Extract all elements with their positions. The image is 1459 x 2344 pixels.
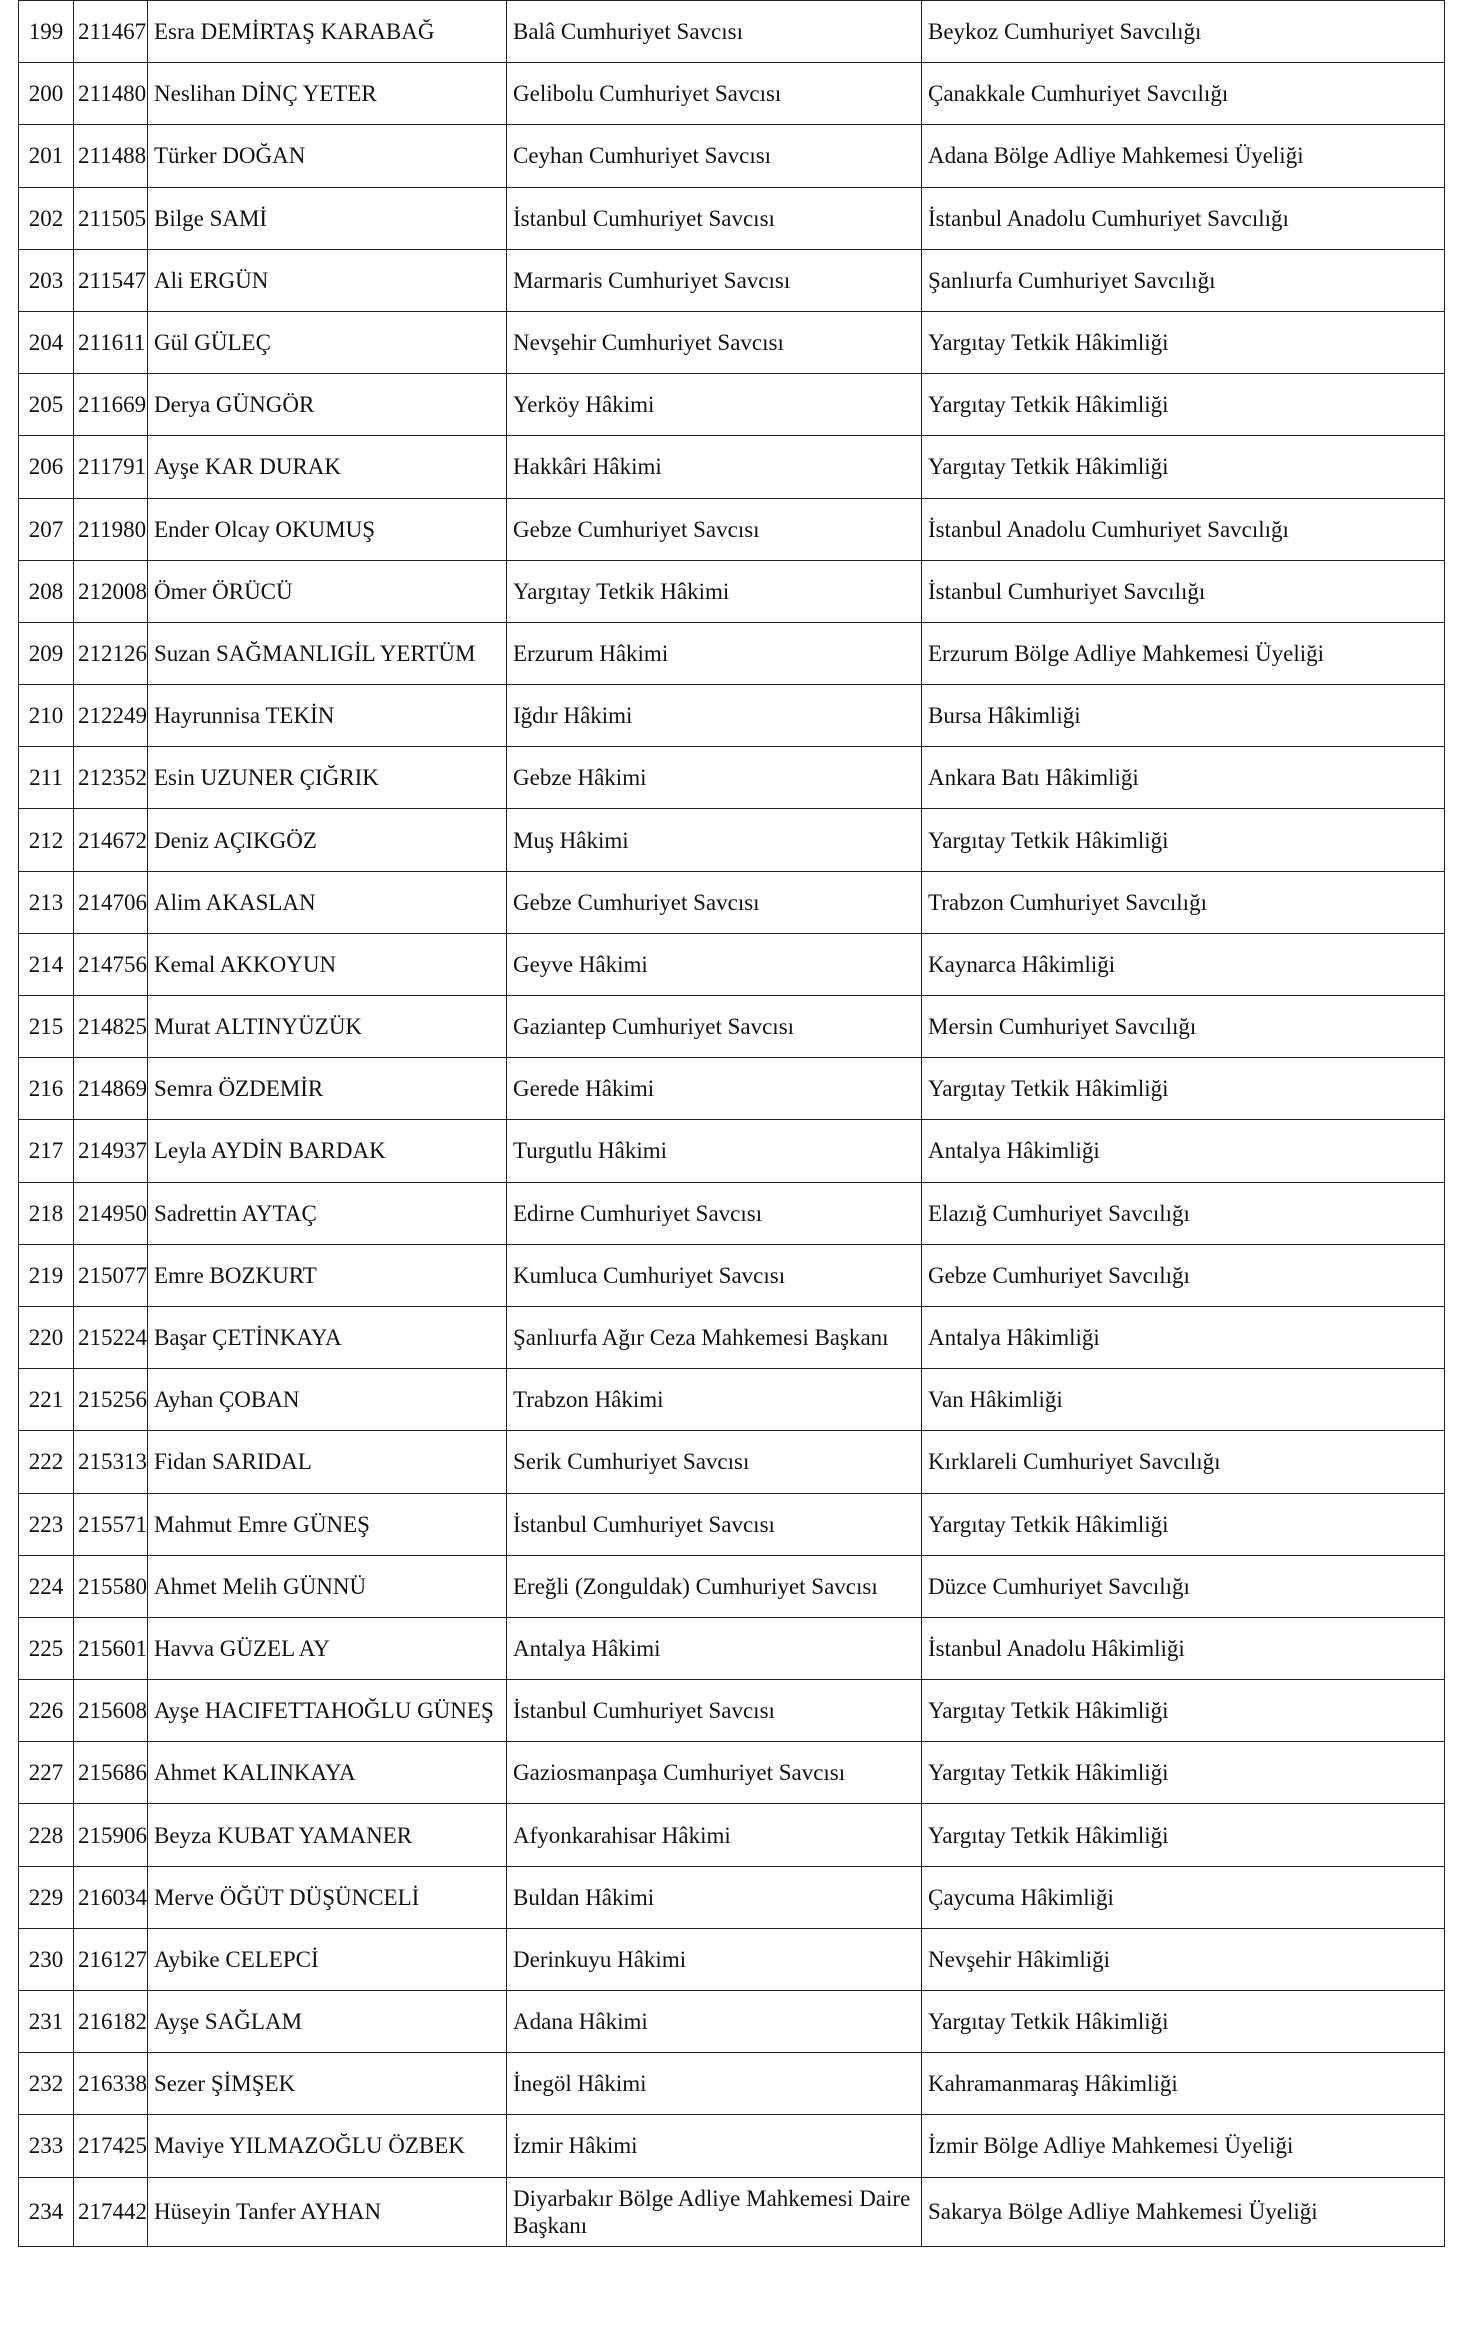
full-name-cell: Beyza KUBAT YAMANER	[148, 1804, 507, 1866]
full-name-cell: Alim AKASLAN	[148, 871, 507, 933]
registry-number-cell: 215224	[74, 1306, 148, 1368]
table-row	[19, 622, 1445, 684]
current-position-cell: Gebze Cumhuriyet Savcısı	[507, 871, 922, 933]
row-number-cell: 215	[19, 996, 74, 1058]
full-name-cell: Esin UZUNER ÇIĞRIK	[148, 747, 507, 809]
full-name-cell: Hüseyin Tanfer AYHAN	[148, 2177, 507, 2246]
row-number-cell: 220	[19, 1306, 74, 1368]
document-page	[18, 0, 1444, 2247]
current-position-cell: Hakkâri Hâkimi	[507, 436, 922, 498]
full-name-cell: Merve ÖĞÜT DÜŞÜNCELİ	[148, 1866, 507, 1928]
row-number-cell: 222	[19, 1431, 74, 1493]
full-name-cell: Ali ERGÜN	[148, 249, 507, 311]
table-row	[19, 1804, 1445, 1866]
full-name-cell: Aybike CELEPCİ	[148, 1928, 507, 1990]
full-name-cell: Fidan SARIDAL	[148, 1431, 507, 1493]
new-position-cell: Ankara Batı Hâkimliği	[922, 747, 1445, 809]
current-position-cell: Ceyhan Cumhuriyet Savcısı	[507, 125, 922, 187]
registry-number-cell: 211547	[74, 249, 148, 311]
table-row	[19, 1058, 1445, 1120]
row-number-cell: 231	[19, 1991, 74, 2053]
table-row	[19, 1617, 1445, 1679]
current-position-cell: Iğdır Hâkimi	[507, 685, 922, 747]
current-position-cell: İstanbul Cumhuriyet Savcısı	[507, 1493, 922, 1555]
registry-number-cell: 211505	[74, 187, 148, 249]
registry-number-cell: 211791	[74, 436, 148, 498]
table-row	[19, 1680, 1445, 1742]
row-number-cell: 201	[19, 125, 74, 187]
registry-number-cell: 215906	[74, 1804, 148, 1866]
current-position-cell: Yerköy Hâkimi	[507, 374, 922, 436]
full-name-cell: Esra DEMİRTAŞ KARABAĞ	[148, 1, 507, 63]
current-position-cell: Antalya Hâkimi	[507, 1617, 922, 1679]
registry-number-cell: 216338	[74, 2053, 148, 2115]
table-row	[19, 187, 1445, 249]
current-position-cell: İstanbul Cumhuriyet Savcısı	[507, 1680, 922, 1742]
new-position-cell: Yargıtay Tetkik Hâkimliği	[922, 1058, 1445, 1120]
registry-number-cell: 211669	[74, 374, 148, 436]
current-position-cell: Muş Hâkimi	[507, 809, 922, 871]
new-position-cell: İstanbul Anadolu Hâkimliği	[922, 1617, 1445, 1679]
row-number-cell: 216	[19, 1058, 74, 1120]
row-number-cell: 227	[19, 1742, 74, 1804]
registry-number-cell: 211611	[74, 311, 148, 373]
registry-number-cell: 211980	[74, 498, 148, 560]
full-name-cell: Ender Olcay OKUMUŞ	[148, 498, 507, 560]
table-row	[19, 1928, 1445, 1990]
registry-number-cell: 215580	[74, 1555, 148, 1617]
table-row	[19, 1493, 1445, 1555]
full-name-cell: Deniz AÇIKGÖZ	[148, 809, 507, 871]
row-number-cell: 210	[19, 685, 74, 747]
full-name-cell: Ömer ÖRÜCÜ	[148, 560, 507, 622]
registry-number-cell: 216127	[74, 1928, 148, 1990]
registry-number-cell: 214706	[74, 871, 148, 933]
full-name-cell: Başar ÇETİNKAYA	[148, 1306, 507, 1368]
current-position-cell: Serik Cumhuriyet Savcısı	[507, 1431, 922, 1493]
row-number-cell: 228	[19, 1804, 74, 1866]
current-position-cell: Gebze Hâkimi	[507, 747, 922, 809]
table-row	[19, 436, 1445, 498]
table-row	[19, 249, 1445, 311]
row-number-cell: 209	[19, 622, 74, 684]
registry-number-cell: 211488	[74, 125, 148, 187]
current-position-cell: Balâ Cumhuriyet Savcısı	[507, 1, 922, 63]
full-name-cell: Hayrunnisa TEKİN	[148, 685, 507, 747]
table-row	[19, 498, 1445, 560]
table-row	[19, 685, 1445, 747]
full-name-cell: Derya GÜNGÖR	[148, 374, 507, 436]
row-number-cell: 211	[19, 747, 74, 809]
row-number-cell: 200	[19, 63, 74, 125]
full-name-cell: Havva GÜZEL AY	[148, 1617, 507, 1679]
current-position-cell: Gebze Cumhuriyet Savcısı	[507, 498, 922, 560]
registry-number-cell: 216182	[74, 1991, 148, 2053]
full-name-cell: Sadrettin AYTAÇ	[148, 1182, 507, 1244]
row-number-cell: 221	[19, 1369, 74, 1431]
full-name-cell: Ayşe HACIFETTAHOĞLU GÜNEŞ	[148, 1680, 507, 1742]
current-position-cell: Derinkuyu Hâkimi	[507, 1928, 922, 1990]
new-position-cell: Gebze Cumhuriyet Savcılığı	[922, 1244, 1445, 1306]
current-position-cell: Edirne Cumhuriyet Savcısı	[507, 1182, 922, 1244]
registry-number-cell: 215601	[74, 1617, 148, 1679]
table-row	[19, 933, 1445, 995]
current-position-cell: Afyonkarahisar Hâkimi	[507, 1804, 922, 1866]
registry-number-cell: 216034	[74, 1866, 148, 1928]
current-position-cell: Gerede Hâkimi	[507, 1058, 922, 1120]
current-position-cell: Yargıtay Tetkik Hâkimi	[507, 560, 922, 622]
new-position-cell: Yargıtay Tetkik Hâkimliği	[922, 1804, 1445, 1866]
row-number-cell: 204	[19, 311, 74, 373]
new-position-cell: İstanbul Cumhuriyet Savcılığı	[922, 560, 1445, 622]
new-position-cell: Çaycuma Hâkimliği	[922, 1866, 1445, 1928]
row-number-cell: 205	[19, 374, 74, 436]
current-position-cell: Ereğli (Zonguldak) Cumhuriyet Savcısı	[507, 1555, 922, 1617]
row-number-cell: 214	[19, 933, 74, 995]
registry-number-cell: 214869	[74, 1058, 148, 1120]
new-position-cell: Mersin Cumhuriyet Savcılığı	[922, 996, 1445, 1058]
full-name-cell: Leyla AYDİN BARDAK	[148, 1120, 507, 1182]
table-body	[19, 1, 1445, 2247]
new-position-cell: Adana Bölge Adliye Mahkemesi Üyeliği	[922, 125, 1445, 187]
table-row	[19, 871, 1445, 933]
new-position-cell: Sakarya Bölge Adliye Mahkemesi Üyeliği	[922, 2177, 1445, 2246]
table-row	[19, 809, 1445, 871]
table-row	[19, 1866, 1445, 1928]
registry-number-cell: 211467	[74, 1, 148, 63]
registry-number-cell: 215686	[74, 1742, 148, 1804]
new-position-cell: Yargıtay Tetkik Hâkimliği	[922, 1493, 1445, 1555]
new-position-cell: İstanbul Anadolu Cumhuriyet Savcılığı	[922, 187, 1445, 249]
current-position-cell: Kumluca Cumhuriyet Savcısı	[507, 1244, 922, 1306]
table-row	[19, 125, 1445, 187]
table-row	[19, 374, 1445, 436]
registry-number-cell: 215313	[74, 1431, 148, 1493]
current-position-cell: Gelibolu Cumhuriyet Savcısı	[507, 63, 922, 125]
full-name-cell: Suzan SAĞMANLIGİL YERTÜM	[148, 622, 507, 684]
full-name-cell: Neslihan DİNÇ YETER	[148, 63, 507, 125]
registry-number-cell: 214825	[74, 996, 148, 1058]
current-position-cell: Adana Hâkimi	[507, 1991, 922, 2053]
row-number-cell: 234	[19, 2177, 74, 2246]
current-position-cell: Buldan Hâkimi	[507, 1866, 922, 1928]
full-name-cell: Ahmet Melih GÜNNÜ	[148, 1555, 507, 1617]
row-number-cell: 208	[19, 560, 74, 622]
registry-number-cell: 212249	[74, 685, 148, 747]
full-name-cell: Emre BOZKURT	[148, 1244, 507, 1306]
current-position-cell: İstanbul Cumhuriyet Savcısı	[507, 187, 922, 249]
new-position-cell: İzmir Bölge Adliye Mahkemesi Üyeliği	[922, 2115, 1445, 2177]
current-position-cell: Turgutlu Hâkimi	[507, 1120, 922, 1182]
table-row	[19, 996, 1445, 1058]
registry-number-cell: 214672	[74, 809, 148, 871]
row-number-cell: 229	[19, 1866, 74, 1928]
row-number-cell: 224	[19, 1555, 74, 1617]
full-name-cell: Ayşe KAR DURAK	[148, 436, 507, 498]
new-position-cell: Çanakkale Cumhuriyet Savcılığı	[922, 63, 1445, 125]
new-position-cell: Van Hâkimliği	[922, 1369, 1445, 1431]
new-position-cell: Kaynarca Hâkimliği	[922, 933, 1445, 995]
current-position-cell: Trabzon Hâkimi	[507, 1369, 922, 1431]
row-number-cell: 207	[19, 498, 74, 560]
table-row	[19, 560, 1445, 622]
new-position-cell: Düzce Cumhuriyet Savcılığı	[922, 1555, 1445, 1617]
registry-number-cell: 211480	[74, 63, 148, 125]
table-row	[19, 2053, 1445, 2115]
current-position-cell: İnegöl Hâkimi	[507, 2053, 922, 2115]
full-name-cell: Ayhan ÇOBAN	[148, 1369, 507, 1431]
registry-number-cell: 214950	[74, 1182, 148, 1244]
registry-number-cell: 212352	[74, 747, 148, 809]
row-number-cell: 203	[19, 249, 74, 311]
current-position-cell: Gaziosmanpaşa Cumhuriyet Savcısı	[507, 1742, 922, 1804]
table-row	[19, 1991, 1445, 2053]
row-number-cell: 202	[19, 187, 74, 249]
table-row	[19, 2177, 1445, 2246]
table-row	[19, 1431, 1445, 1493]
row-number-cell: 232	[19, 2053, 74, 2115]
current-position-cell: Geyve Hâkimi	[507, 933, 922, 995]
row-number-cell: 225	[19, 1617, 74, 1679]
full-name-cell: Ayşe SAĞLAM	[148, 1991, 507, 2053]
new-position-cell: Kırklareli Cumhuriyet Savcılığı	[922, 1431, 1445, 1493]
full-name-cell: Semra ÖZDEMİR	[148, 1058, 507, 1120]
current-position-cell: Marmaris Cumhuriyet Savcısı	[507, 249, 922, 311]
registry-number-cell: 217442	[74, 2177, 148, 2246]
new-position-cell: Bursa Hâkimliği	[922, 685, 1445, 747]
current-position-cell: Gaziantep Cumhuriyet Savcısı	[507, 996, 922, 1058]
new-position-cell: Nevşehir Hâkimliği	[922, 1928, 1445, 1990]
full-name-cell: Sezer ŞİMŞEK	[148, 2053, 507, 2115]
new-position-cell: Yargıtay Tetkik Hâkimliği	[922, 311, 1445, 373]
full-name-cell: Bilge SAMİ	[148, 187, 507, 249]
new-position-cell: Yargıtay Tetkik Hâkimliği	[922, 1742, 1445, 1804]
table-row	[19, 1369, 1445, 1431]
current-position-cell: Şanlıurfa Ağır Ceza Mahkemesi Başkanı	[507, 1306, 922, 1368]
row-number-cell: 223	[19, 1493, 74, 1555]
full-name-cell: Mahmut Emre GÜNEŞ	[148, 1493, 507, 1555]
row-number-cell: 218	[19, 1182, 74, 1244]
registry-number-cell: 212008	[74, 560, 148, 622]
registry-number-cell: 212126	[74, 622, 148, 684]
new-position-cell: Antalya Hâkimliği	[922, 1120, 1445, 1182]
table-row	[19, 63, 1445, 125]
new-position-cell: Beykoz Cumhuriyet Savcılığı	[922, 1, 1445, 63]
full-name-cell: Ahmet KALINKAYA	[148, 1742, 507, 1804]
row-number-cell: 213	[19, 871, 74, 933]
new-position-cell: Yargıtay Tetkik Hâkimliği	[922, 374, 1445, 436]
new-position-cell: Yargıtay Tetkik Hâkimliği	[922, 1680, 1445, 1742]
registry-number-cell: 215077	[74, 1244, 148, 1306]
registry-number-cell: 215571	[74, 1493, 148, 1555]
row-number-cell: 206	[19, 436, 74, 498]
current-position-cell: İzmir Hâkimi	[507, 2115, 922, 2177]
appointment-table	[18, 0, 1445, 2247]
full-name-cell: Murat ALTINYÜZÜK	[148, 996, 507, 1058]
new-position-cell: Yargıtay Tetkik Hâkimliği	[922, 1991, 1445, 2053]
table-row	[19, 747, 1445, 809]
table-row	[19, 311, 1445, 373]
new-position-cell: Şanlıurfa Cumhuriyet Savcılığı	[922, 249, 1445, 311]
registry-number-cell: 214937	[74, 1120, 148, 1182]
row-number-cell: 217	[19, 1120, 74, 1182]
table-row	[19, 1182, 1445, 1244]
new-position-cell: Yargıtay Tetkik Hâkimliği	[922, 809, 1445, 871]
row-number-cell: 212	[19, 809, 74, 871]
row-number-cell: 219	[19, 1244, 74, 1306]
new-position-cell: Yargıtay Tetkik Hâkimliği	[922, 436, 1445, 498]
registry-number-cell: 215608	[74, 1680, 148, 1742]
table-row	[19, 2115, 1445, 2177]
row-number-cell: 233	[19, 2115, 74, 2177]
new-position-cell: Trabzon Cumhuriyet Savcılığı	[922, 871, 1445, 933]
full-name-cell: Gül GÜLEÇ	[148, 311, 507, 373]
current-position-cell: Erzurum Hâkimi	[507, 622, 922, 684]
full-name-cell: Kemal AKKOYUN	[148, 933, 507, 995]
full-name-cell: Maviye YILMAZOĞLU ÖZBEK	[148, 2115, 507, 2177]
current-position-cell: Diyarbakır Bölge Adliye Mahkemesi Daire Başkanı	[507, 2177, 922, 2246]
new-position-cell: Kahramanmaraş Hâkimliği	[922, 2053, 1445, 2115]
new-position-cell: Antalya Hâkimliği	[922, 1306, 1445, 1368]
full-name-cell: Türker DOĞAN	[148, 125, 507, 187]
row-number-cell: 199	[19, 1, 74, 63]
new-position-cell: Elazığ Cumhuriyet Savcılığı	[922, 1182, 1445, 1244]
row-number-cell: 230	[19, 1928, 74, 1990]
table-row	[19, 1244, 1445, 1306]
table-row	[19, 1306, 1445, 1368]
registry-number-cell: 214756	[74, 933, 148, 995]
row-number-cell: 226	[19, 1680, 74, 1742]
current-position-cell: Nevşehir Cumhuriyet Savcısı	[507, 311, 922, 373]
table-row	[19, 1555, 1445, 1617]
table-row	[19, 1120, 1445, 1182]
registry-number-cell: 217425	[74, 2115, 148, 2177]
new-position-cell: Erzurum Bölge Adliye Mahkemesi Üyeliği	[922, 622, 1445, 684]
table-row	[19, 1742, 1445, 1804]
registry-number-cell: 215256	[74, 1369, 148, 1431]
table-row	[19, 1, 1445, 63]
new-position-cell: İstanbul Anadolu Cumhuriyet Savcılığı	[922, 498, 1445, 560]
